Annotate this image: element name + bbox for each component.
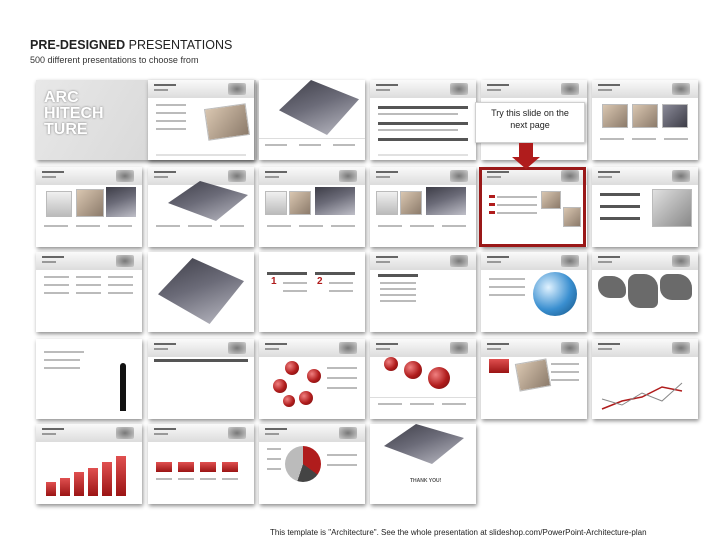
- slide-thumbnail[interactable]: [259, 167, 365, 247]
- slide-thumbnail[interactable]: [36, 424, 142, 504]
- cover-title-line2: HITECH: [44, 105, 104, 122]
- slide-thumbnail[interactable]: [592, 80, 698, 160]
- slide-thumbnail[interactable]: [370, 339, 476, 419]
- thank-you-text: THANK YOU!: [410, 478, 442, 484]
- pie-chart-icon: [285, 446, 321, 482]
- slide-thumbnail[interactable]: [481, 339, 587, 419]
- slide-thumbnail[interactable]: [259, 80, 365, 160]
- step-badge-1: 1: [271, 276, 277, 287]
- callout-line2: next page: [510, 120, 550, 130]
- slide-thumbnail[interactable]: [148, 424, 254, 504]
- callout-line1: Try this slide on the: [491, 108, 569, 118]
- line-chart-icon: [592, 339, 698, 419]
- selection-frame: [479, 167, 586, 247]
- slide-thumbnail[interactable]: [148, 339, 254, 419]
- footer-note: This template is "Architecture". See the whole presentation at slideshop.com/PowerPoint-Architecture-plan: [270, 528, 647, 537]
- world-map-icon: [598, 276, 626, 298]
- page-subtitle: 500 different presentations to choose from: [30, 55, 199, 65]
- slide-thumbnail[interactable]: [259, 424, 365, 504]
- slide-thumbnail[interactable]: [36, 339, 142, 419]
- page-title-bold: PRE-DESIGNED: [30, 38, 126, 52]
- page-title: [30, 38, 232, 52]
- slide-thumbnail[interactable]: [148, 80, 254, 160]
- businessman-icon: [120, 363, 126, 411]
- slide-thumbnail[interactable]: [259, 252, 365, 332]
- slide-thumbnail[interactable]: [592, 252, 698, 332]
- slide-thumbnail[interactable]: [592, 167, 698, 247]
- slide-thumbnail[interactable]: [148, 167, 254, 247]
- slide-thumbnail[interactable]: [481, 252, 587, 332]
- slide-thumbnail[interactable]: [592, 339, 698, 419]
- cover-title: [44, 90, 104, 138]
- slide-thumbnail[interactable]: [259, 339, 365, 419]
- slide-thumbnail[interactable]: [36, 252, 142, 332]
- slide-thumbnail[interactable]: [148, 252, 254, 332]
- cover-title-line1: ARC: [44, 89, 79, 106]
- page-title-rest: PRESENTATIONS: [125, 38, 233, 52]
- globe-icon: [533, 272, 577, 316]
- slide-thumbnail[interactable]: [370, 167, 476, 247]
- slide-thumbnail[interactable]: [370, 252, 476, 332]
- slide-thumbnail[interactable]: [370, 424, 476, 504]
- cover-title-line3: TURE: [44, 121, 88, 138]
- logo-icon: [228, 83, 246, 95]
- step-badge-2: 2: [317, 276, 323, 287]
- slide-thumbnail[interactable]: [370, 80, 476, 160]
- down-arrow-head: [512, 157, 540, 169]
- slide-thumbnail[interactable]: [36, 167, 142, 247]
- try-slide-callout: [475, 102, 585, 143]
